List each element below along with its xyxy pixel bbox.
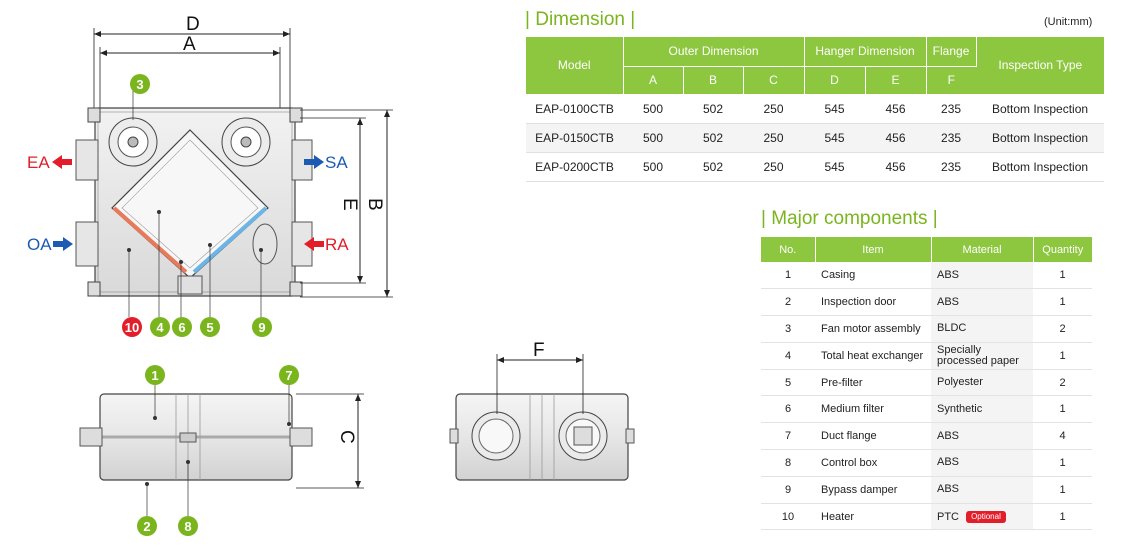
table-row — [761, 476, 1092, 503]
components-title: | Major components | — [761, 208, 938, 229]
cell-d: 545 — [804, 123, 865, 152]
cell-e: 456 — [885, 101, 906, 116]
flow-ra-label: RA — [325, 235, 349, 254]
cell-a: 500 — [642, 159, 664, 174]
cell-item: Medium filter — [815, 396, 931, 423]
cell-b: 502 — [702, 101, 724, 116]
svg-text:5: 5 — [206, 320, 214, 335]
components-table — [761, 237, 1092, 530]
col-quantity: Quantity — [1033, 237, 1092, 262]
flow-ea-arrow-icon — [52, 155, 72, 169]
cell-quantity: 1 — [1033, 396, 1092, 423]
cell-quantity: 1 — [1033, 476, 1092, 503]
cell-model: EAP-0200CTB — [535, 159, 614, 174]
dimension-title-text: Dimension — [535, 9, 625, 30]
cell-no: 2 — [761, 289, 815, 316]
cell-material: BLDC — [931, 316, 1033, 343]
cell-material: ABS — [931, 289, 1033, 316]
cell-no: 5 — [761, 369, 815, 396]
table-row — [526, 123, 1104, 152]
cell-inspection-type: Bottom Inspection — [992, 159, 1089, 174]
cell-c: 250 — [763, 101, 784, 116]
material-text: PTC — [937, 510, 959, 523]
cell-a: 500 — [642, 101, 664, 116]
table-row — [761, 503, 1092, 530]
cell-f: 235 — [941, 159, 962, 174]
svg-text:2: 2 — [143, 519, 151, 534]
svg-text:7: 7 — [285, 368, 293, 383]
cell-e: 456 — [885, 159, 906, 174]
cell-material — [931, 503, 1033, 530]
svg-text:8: 8 — [184, 519, 192, 534]
cell-inspection-type: Bottom Inspection — [992, 101, 1089, 116]
cell-material: Synthetic — [931, 396, 1033, 423]
cell-model: EAP-0150CTB — [526, 123, 623, 152]
cell-quantity: 1 — [1033, 342, 1092, 369]
cell-no: 1 — [761, 262, 815, 289]
callout-5 — [200, 317, 220, 337]
cell-item: Duct flange — [815, 423, 931, 450]
col-a: A — [623, 66, 683, 94]
dimension-title: | Dimension | — [525, 9, 636, 30]
table-row — [761, 262, 1092, 289]
cell-quantity: 2 — [1033, 369, 1092, 396]
unit-label: (Unit:mm) — [1044, 16, 1093, 28]
dim-c-label: C — [336, 430, 357, 444]
cell-material: ABS — [931, 423, 1033, 450]
dim-a-label: A — [183, 34, 196, 55]
cell-item: Pre-filter — [815, 369, 931, 396]
cell-quantity: 4 — [1033, 423, 1092, 450]
dim-e-label: E — [339, 198, 360, 211]
callout-6 — [172, 317, 192, 337]
cell-d: 545 — [824, 101, 845, 116]
cell-no: 7 — [761, 423, 815, 450]
cell-item: Casing — [815, 262, 931, 289]
top-view — [27, 14, 393, 317]
cell-quantity: 2 — [1033, 316, 1092, 343]
cell-item: Bypass damper — [815, 476, 931, 503]
svg-text:1: 1 — [151, 368, 159, 383]
material-line-2: processed paper — [937, 354, 1019, 367]
cell-material: Polyester — [931, 369, 1033, 396]
side-view — [450, 340, 634, 480]
material-line-1: Specially — [937, 343, 982, 356]
table-row — [761, 450, 1092, 477]
svg-text:10: 10 — [124, 320, 140, 335]
cell-item: Heater — [815, 503, 931, 530]
cell-quantity: 1 — [1033, 450, 1092, 477]
table-row — [761, 369, 1092, 396]
cell-item: Control box — [815, 450, 931, 477]
cell-no: 6 — [761, 396, 815, 423]
cell-d: 545 — [824, 159, 845, 174]
cell-quantity: 1 — [1033, 262, 1092, 289]
callout-8 — [178, 516, 198, 536]
col-c: C — [743, 66, 804, 94]
callout-3 — [130, 74, 150, 94]
cell-no: 4 — [761, 342, 815, 369]
flow-oa-label: OA — [27, 235, 52, 254]
cell-no: 3 — [761, 316, 815, 343]
cell-b: 502 — [702, 159, 724, 174]
callout-4 — [150, 317, 170, 337]
table-row — [761, 342, 1092, 369]
dim-d-label: D — [186, 14, 200, 35]
col-model: Model — [526, 37, 623, 94]
cell-e: 456 — [865, 123, 926, 152]
col-e: E — [865, 66, 926, 94]
cell-item: Total heat exchanger — [815, 342, 931, 369]
callout-7 — [279, 365, 299, 385]
dim-b-label: B — [364, 198, 385, 211]
col-no: No. — [761, 237, 815, 262]
col-material: Material — [931, 237, 1033, 262]
cell-material — [931, 342, 1033, 369]
cell-inspection-type: Bottom Inspection — [976, 123, 1104, 152]
flow-ea-label: EA — [27, 153, 50, 172]
cell-c: 250 — [743, 123, 804, 152]
cell-material: ABS — [931, 476, 1033, 503]
table-row — [761, 423, 1092, 450]
dim-f-label: F — [533, 340, 545, 361]
cell-quantity: 1 — [1033, 289, 1092, 316]
svg-text:3: 3 — [136, 77, 144, 92]
callout-2 — [137, 516, 157, 536]
table-row — [761, 396, 1092, 423]
svg-text:9: 9 — [258, 320, 266, 335]
cell-no: 9 — [761, 476, 815, 503]
col-outer-dimension: Outer Dimension — [623, 37, 804, 66]
col-inspection-type: Inspection Type — [976, 37, 1104, 94]
flow-oa-arrow-icon — [53, 237, 73, 251]
col-d: D — [804, 66, 865, 94]
table-row — [761, 316, 1092, 343]
cell-material: ABS — [931, 450, 1033, 477]
cell-c: 250 — [763, 159, 784, 174]
dimension-table — [526, 37, 1104, 182]
cell-no: 8 — [761, 450, 815, 477]
cell-a: 500 — [623, 123, 683, 152]
flow-sa-label: SA — [325, 153, 348, 172]
optional-badge: Optional — [966, 511, 1006, 523]
front-view — [80, 384, 364, 516]
svg-text:6: 6 — [178, 320, 186, 335]
cell-model: EAP-0100CTB — [535, 101, 614, 116]
col-flange: Flange — [926, 37, 976, 66]
table-row — [526, 152, 1104, 181]
cell-quantity: 1 — [1033, 503, 1092, 530]
cell-item: Inspection door — [815, 289, 931, 316]
cell-material: ABS — [931, 262, 1033, 289]
cell-b: 502 — [683, 123, 743, 152]
svg-text:4: 4 — [156, 320, 164, 335]
cell-f: 235 — [926, 123, 976, 152]
col-f: F — [926, 66, 976, 94]
col-b: B — [683, 66, 743, 94]
cell-f: 235 — [941, 101, 962, 116]
cell-no: 10 — [761, 503, 815, 530]
components-title-text: Major components — [771, 208, 928, 229]
callout-10 — [122, 317, 142, 337]
col-hanger-dimension: Hanger Dimension — [804, 37, 926, 66]
cell-item: Fan motor assembly — [815, 316, 931, 343]
callout-1 — [145, 365, 165, 385]
table-row — [526, 94, 1104, 123]
callout-9 — [252, 317, 272, 337]
col-item: Item — [815, 237, 931, 262]
table-row — [761, 289, 1092, 316]
